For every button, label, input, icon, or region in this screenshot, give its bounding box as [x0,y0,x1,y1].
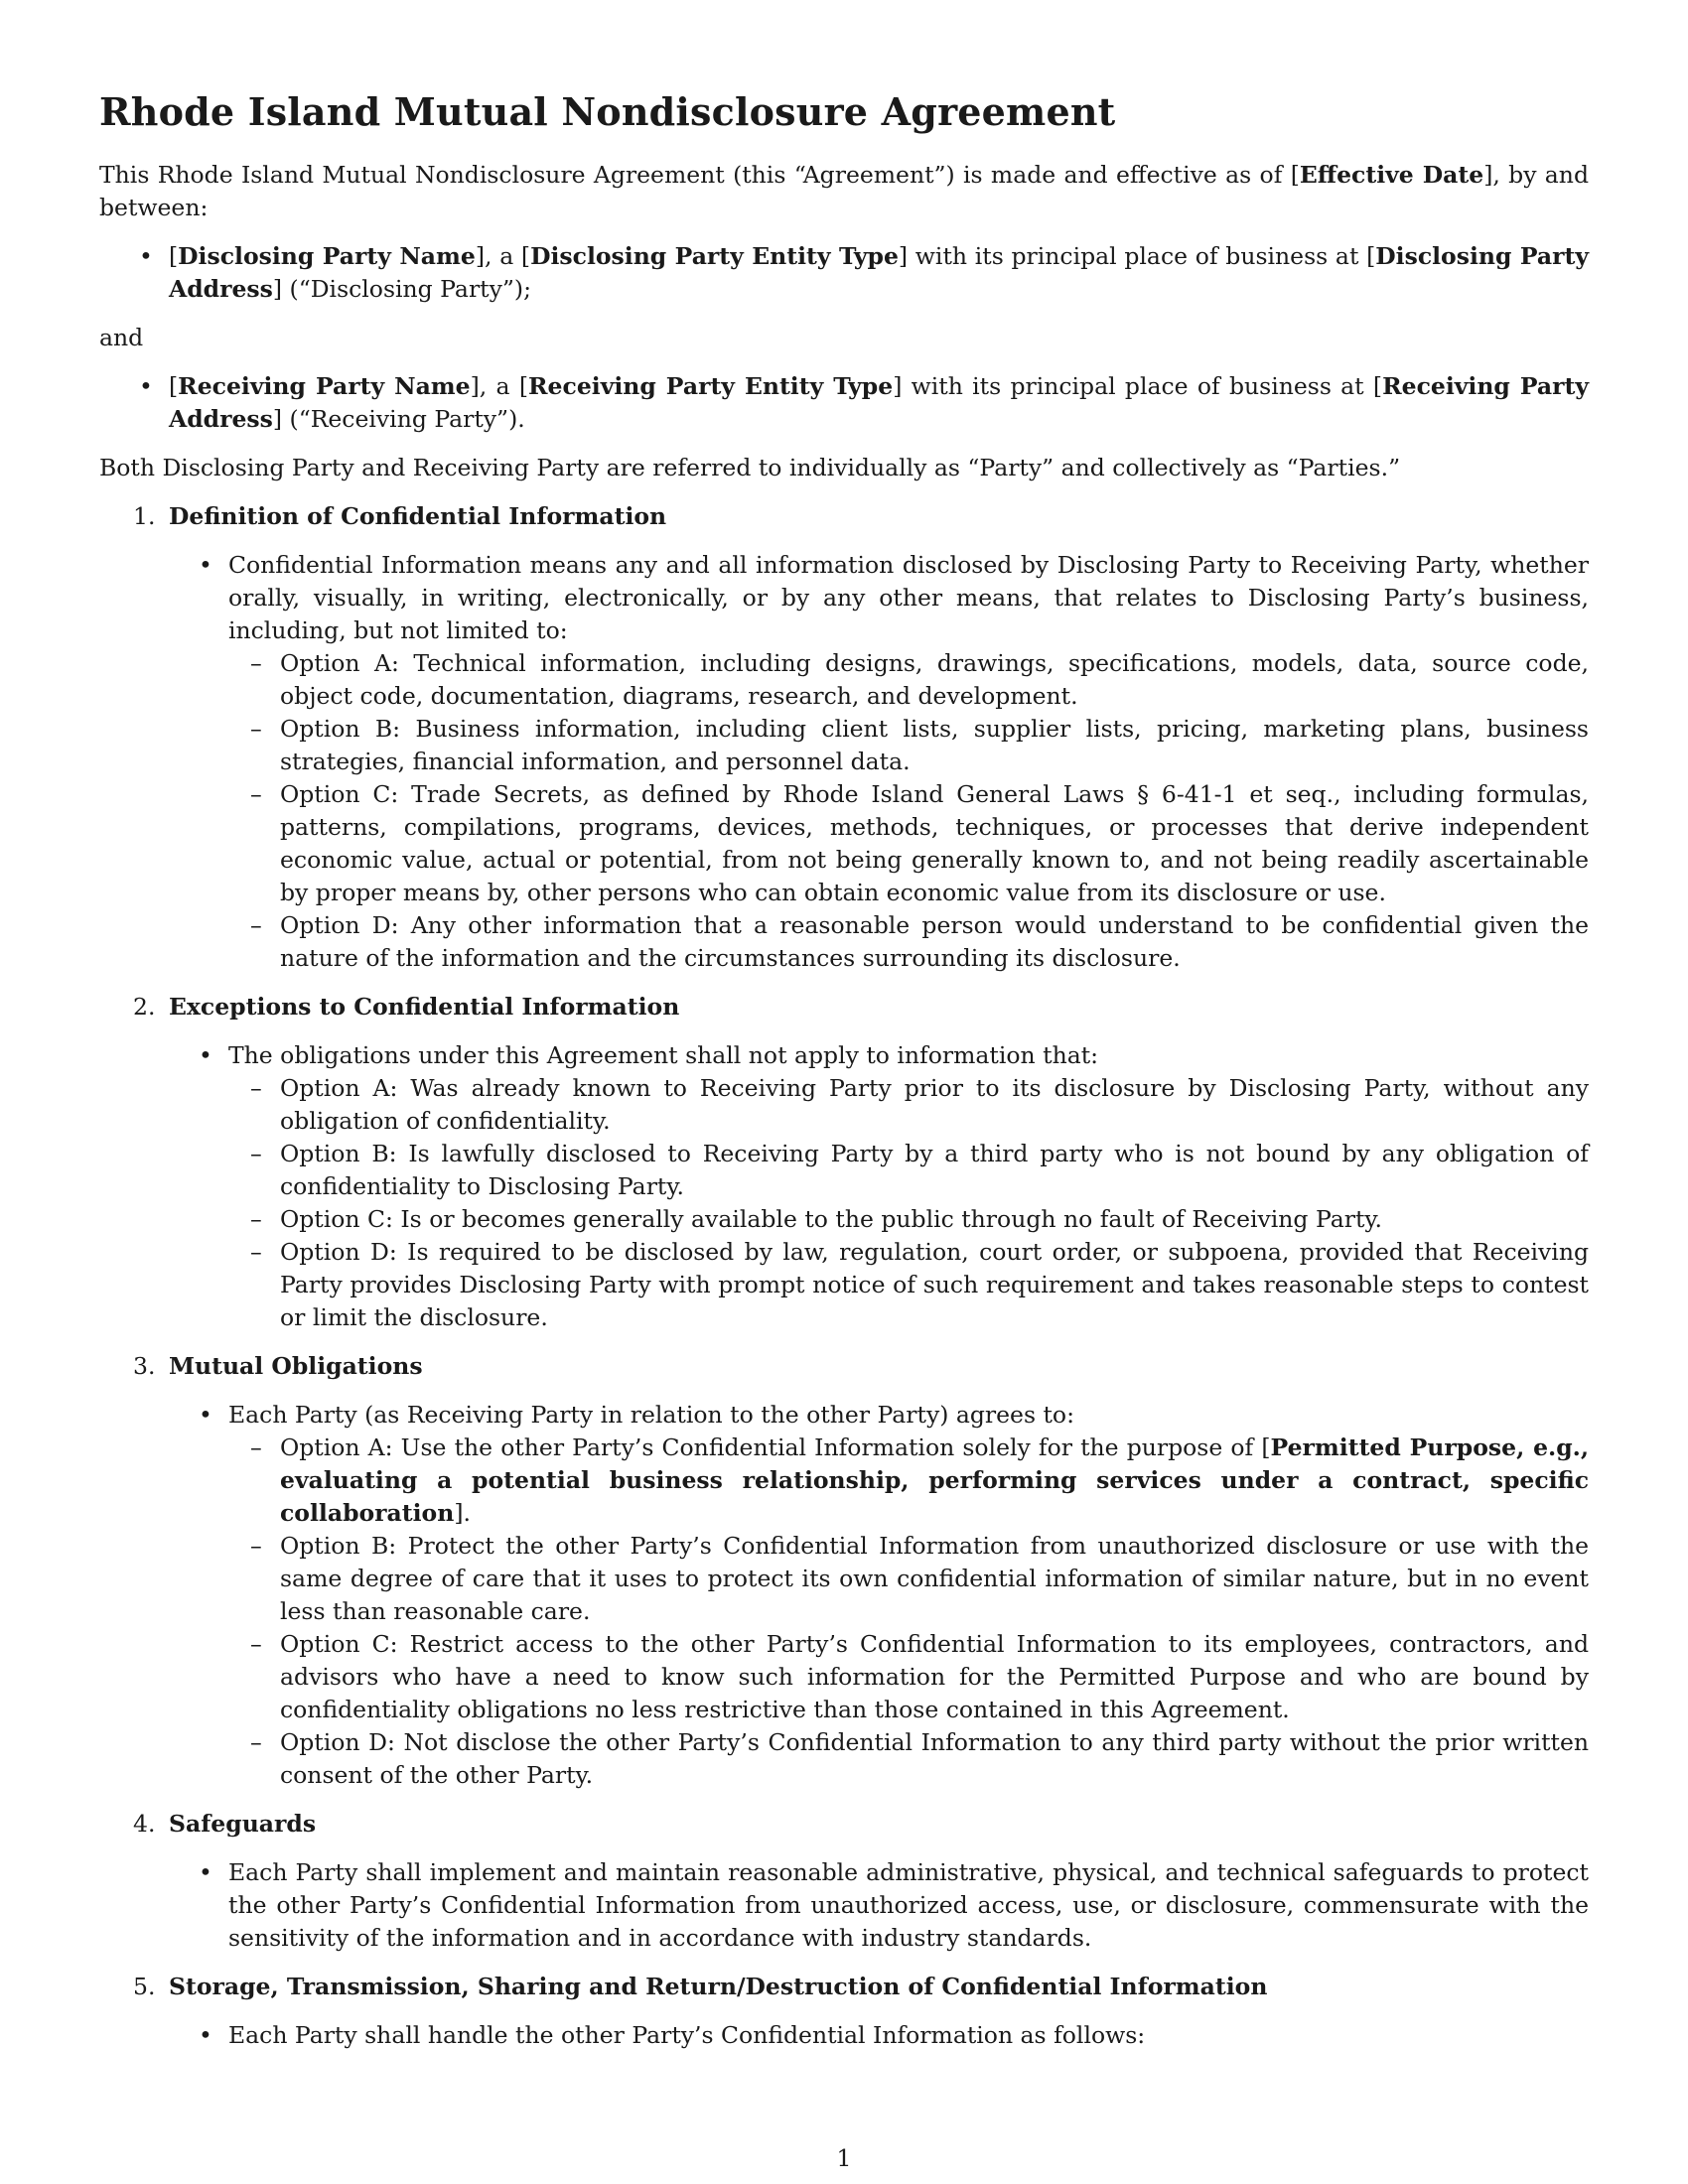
option-item [228,1628,1589,1726]
section-lead-text: Each Party shall implement and maintain reasonable administrative, physical, and technical safeguards to protect the other Party’s Confidential Information from unauthorized access, use, or disclosure, commensurate with the sensitivity of the information and in accordance with industry standards. [228,1858,1589,1952]
option-item [228,778,1589,909]
list-item [99,1399,1589,1792]
bullet-icon: • [199,1858,212,1886]
option-text: Option A: Technical information, including designs, drawings, specifications, models, data, source code, object code, documentation, diagrams, research, and development. [280,649,1589,710]
text-fragment: ], a [ [475,242,531,270]
section-heading [99,500,1589,533]
section-1 [99,500,1589,975]
text-fragment: [ [169,242,179,270]
option-text: Option C: Trade Secrets, as defined by Rhode Island General Laws § 6-41-1 et seq., including formulas, patterns, compilations, programs, devices, methods, techniques, or processes that derive independent economic value, actual or potential, from not being generally known to, and not being readily ascertainable by proper means by, other persons who can obtain economic value from its disclosure or use. [280,780,1589,906]
option-item [228,647,1589,713]
page-number: 1 [836,2144,852,2172]
text-fragment: ], a [ [470,372,529,400]
option-text: Option B: Is lawfully disclosed to Receiving Party by a third party who is not bound by any obligation of confidentiality to Disclosing Party. [280,1140,1589,1200]
receiving-party-item [99,370,1589,436]
dash-icon: – [250,1205,262,1233]
text-fragment: ] (“Disclosing Party”); [272,275,531,303]
option-text: Option D: Is required to be disclosed by law, regulation, court order, or subpoena, provided that Receiving Party provides Disclosing Party with prompt notice of such requirement and takes reasonable steps to contest or limit the disclosure. [280,1238,1589,1331]
intro-text-before: This Rhode Island Mutual Nondisclosure Agreement (this “Agreement”) is made and effective as of [ [99,161,1300,189]
list-item [99,549,1589,975]
option-text: Option B: Business information, including client lists, supplier lists, pricing, marketing plans, business strategies, financial information, and personnel data. [280,715,1589,775]
list-item [99,1856,1589,1955]
section-heading [99,1971,1589,2003]
bullet-icon: • [199,551,212,579]
receiving-party-address-placeholder: Receiving Party Address [169,372,1590,433]
text-fragment: ] with its principal place of business at [ [898,242,1376,270]
option-item [228,1203,1589,1236]
text-fragment: ] with its principal place of business at [ [893,372,1383,400]
option-text: Option A: Was already known to Receiving Party prior to its disclosure by Disclosing Party, without any obligation of confidentiality. [280,1074,1589,1135]
sections-list [99,500,1589,2052]
section-bullets [99,1399,1589,1792]
option-text: Option D: Any other information that a reasonable person would understand to be confidential given the nature of the information and the circumstances surrounding its disclosure. [280,911,1589,972]
section-title: Mutual Obligations [169,1352,423,1380]
dash-icon: – [250,1140,262,1167]
bullet-icon: • [199,1041,212,1069]
dash-icon: – [250,1728,262,1756]
section-bullets [99,549,1589,975]
section-lead-text: The obligations under this Agreement shall not apply to information that: [228,1041,1099,1069]
section-title: Safeguards [169,1810,317,1838]
option-text: ]. [454,1499,471,1527]
document-page [99,87,1589,2068]
effective-date-placeholder: Effective Date [1299,161,1484,189]
disclosing-party-list [99,240,1589,306]
option-text: Option B: Protect the other Party’s Confidential Information from unauthorized disclosure or use with the same degree of care that it uses to protect its own confidential information of similar nature, but in no event less than reasonable care. [280,1532,1589,1625]
options-list [228,1432,1589,1792]
option-text: Option D: Not disclose the other Party’s Confidential Information to any third party without the prior written consent of the other Party. [280,1728,1589,1789]
dash-icon: – [250,1238,262,1266]
receiving-party-name-placeholder: Receiving Party Name [178,372,471,400]
section-lead-text: Confidential Information means any and all information disclosed by Disclosing Party to Receiving Party, whether orally, visually, in writing, electronically, or by any other means, that relates to Disclosing Party’s business, including, but not limited to: [228,551,1589,644]
section-heading [99,1350,1589,1383]
dash-icon: – [250,715,262,743]
and-connector: and [99,324,144,351]
text-fragment: [ [169,372,179,400]
section-lead-text: Each Party shall handle the other Party’s Confidential Information as follows: [228,2021,1146,2049]
section-number: 3. [133,1352,156,1380]
section-heading [99,1808,1589,1841]
list-item [99,1039,1589,1334]
option-item [228,1138,1589,1203]
section-4 [99,1808,1589,1955]
bullet-icon: • [199,1401,212,1429]
option-item [228,909,1589,975]
intro-text-after: ], by and between: [99,161,1589,221]
section-number: 2. [133,993,156,1021]
disclosing-party-address-placeholder: Disclosing Party Address [169,242,1589,303]
intro-paragraph [99,159,1589,224]
dash-icon: – [250,1433,262,1461]
bullet-icon: • [199,2021,212,2049]
option-item [228,1432,1589,1530]
section-heading [99,991,1589,1024]
section-number: 5. [133,1973,156,2000]
document-title: Rhode Island Mutual Nondisclosure Agreement [99,89,1116,134]
disclosing-party-item [99,240,1589,306]
section-title: Exceptions to Confidential Information [169,993,680,1021]
option-item [228,1072,1589,1138]
dash-icon: – [250,1630,262,1658]
option-item [228,1530,1589,1628]
section-2 [99,991,1589,1334]
dash-icon: – [250,911,262,939]
receiving-party-list [99,370,1589,436]
section-number: 1. [133,502,156,530]
permitted-purpose-placeholder: Permitted Purpose, e.g., evaluating a potential business relationship, performing services under a contract, specific collaboration [280,1433,1590,1527]
option-item [228,1726,1589,1792]
section-bullets [99,1039,1589,1334]
receiving-party-entity-placeholder: Receiving Party Entity Type [528,372,894,400]
options-list [228,647,1589,975]
section-number: 4. [133,1810,156,1838]
section-lead-text: Each Party (as Receiving Party in relation to the other Party) agrees to: [228,1401,1075,1429]
dash-icon: – [250,780,262,808]
section-bullets [99,2019,1589,2052]
section-3 [99,1350,1589,1792]
option-item [228,713,1589,778]
disclosing-party-entity-placeholder: Disclosing Party Entity Type [530,242,899,270]
list-item [99,2019,1589,2052]
parties-definition-paragraph: Both Disclosing Party and Receiving Party are referred to individually as “Party” and collectively as “Parties.” [99,454,1401,481]
option-text: Option C: Is or becomes generally available to the public through no fault of Receiving Party. [280,1205,1383,1233]
options-list [228,1072,1589,1334]
section-5 [99,1971,1589,2052]
option-text: Option C: Restrict access to the other Party’s Confidential Information to its employees, contractors, and advisors who have a need to know such information for the Permitted Purpose and who are bound by confidentiality obligations no less restrictive than those contained in this Agreement. [280,1630,1589,1723]
dash-icon: – [250,649,262,677]
dash-icon: – [250,1532,262,1560]
section-title: Definition of Confidential Information [169,502,667,530]
dash-icon: – [250,1074,262,1102]
text-fragment: ] (“Receiving Party”). [272,405,525,433]
option-text: Option A: Use the other Party’s Confidential Information solely for the purpose of [ [280,1433,1271,1461]
disclosing-party-name-placeholder: Disclosing Party Name [178,242,476,270]
section-title: Storage, Transmission, Sharing and Return/Destruction of Confidential Information [169,1973,1268,2000]
section-bullets [99,1856,1589,1955]
option-item [228,1236,1589,1334]
